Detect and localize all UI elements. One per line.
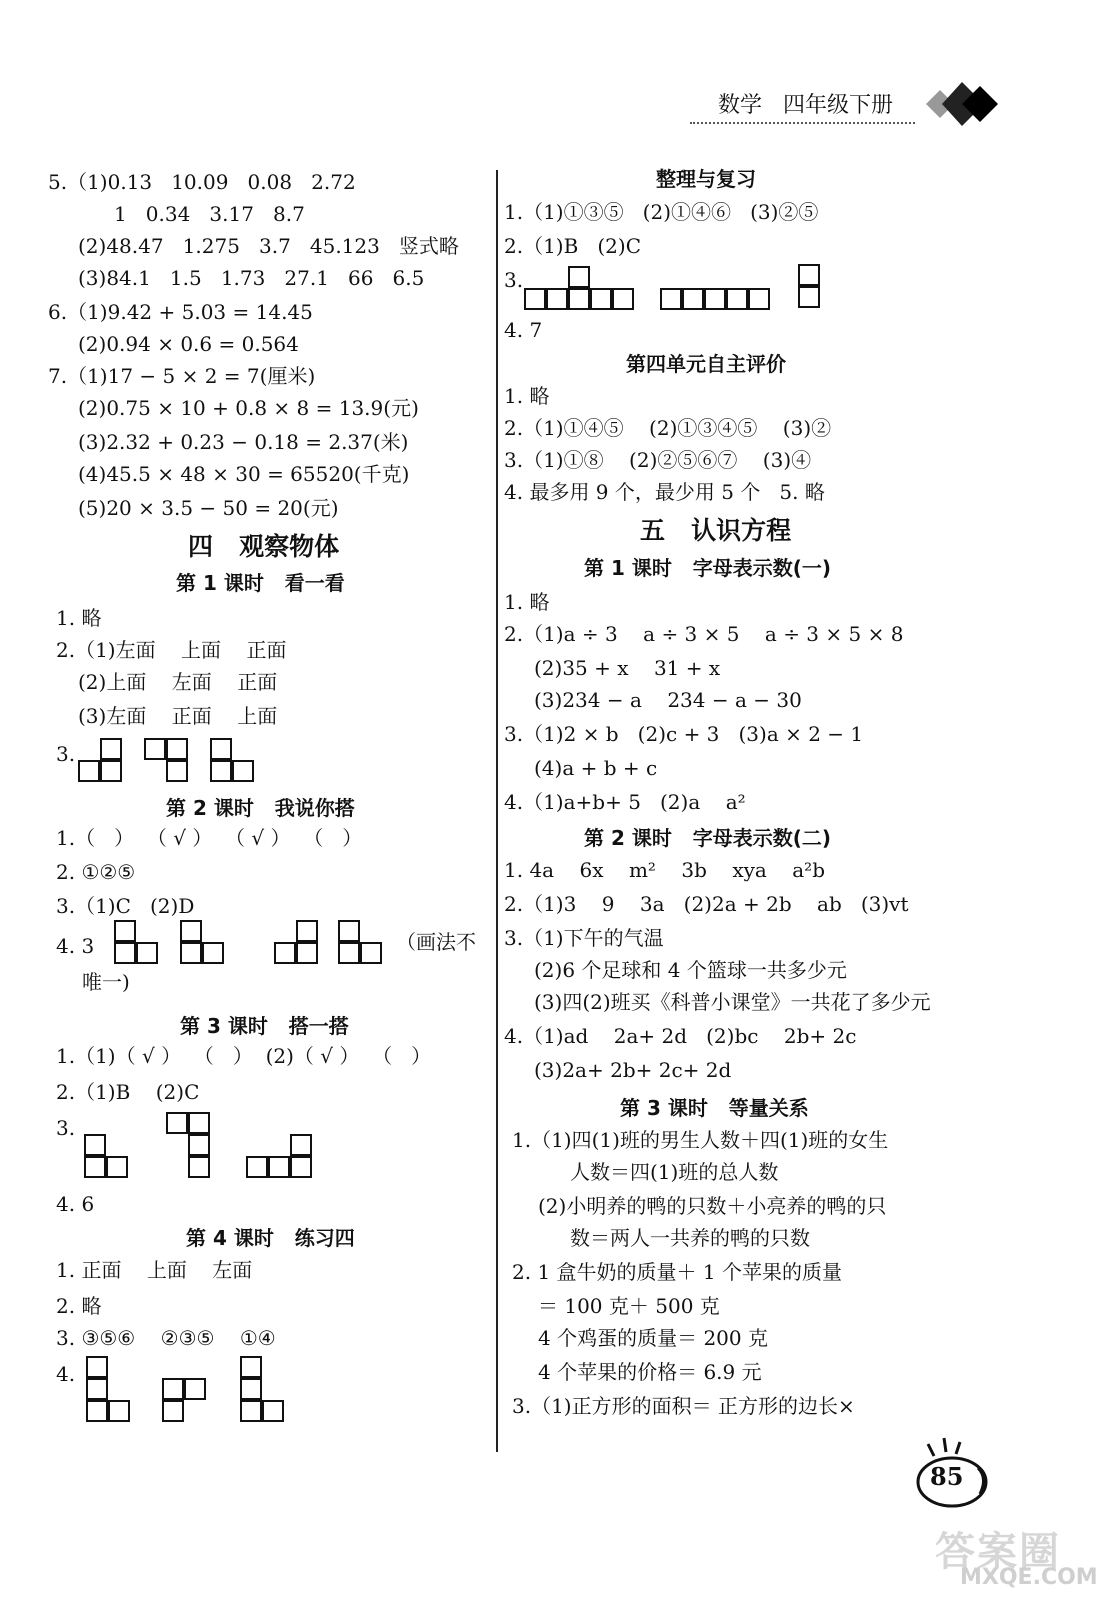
answer-line: 4.（1)ad 2a+ 2d (2)bc 2b+ 2c [504,1024,857,1048]
unit-title: 五 认识方程 [640,516,792,545]
diamond-decoration-icon [922,74,1000,134]
answer-line: (3)84.1 1.5 1.73 27.1 66 6.5 [78,266,425,290]
answer-line: (2)小明养的鸭的只数＋小亮养的鸭的只 [538,1194,887,1218]
answer-line: 7.（1)17 − 5 × 2 = 7(厘米) [48,364,316,388]
answer-line: 4. [56,1362,76,1386]
answer-line: 3.（1)①⑧ (2)②⑤⑥⑦ (3)④ [504,448,812,472]
answer-line: (2)上面 左面 正面 [78,670,278,694]
answer-line: 1.（1)（ √ ） （ ） (2)（ √ ） （ ） [56,1044,432,1068]
answer-note: 唯一) [82,970,130,994]
answer-line: (3)2a+ 2b+ 2c+ 2d [534,1058,732,1082]
answer-line: 3. ③⑤⑥ ②③⑤ ①④ [56,1326,276,1350]
answer-line: (2)35 + x 31 + x [534,656,721,680]
answer-line: (2)0.94 × 0.6 = 0.564 [78,332,299,356]
answer-line: 1.（ ） （ √ ） （ √ ） （ ） [56,826,363,850]
answer-line: 1. 4a 6x m² 3b xya a²b [504,858,825,882]
answer-line: 1. 略 [504,384,550,408]
watermark-logo: 答案圈 [935,1529,1061,1575]
answer-line: 3. [56,1116,76,1140]
answer-line: 3. [504,268,524,292]
answer-line: 3.（1)下午的气温 [504,926,664,950]
answer-line: 2.（1)B (2)C [504,234,642,258]
answer-line: 4 个鸡蛋的质量＝ 200 克 [538,1326,768,1350]
answer-line: 2.（1)a ÷ 3 a ÷ 3 × 5 a ÷ 3 × 5 × 8 [504,622,904,646]
column-divider [496,170,498,1452]
unit-title: 四 观察物体 [188,532,340,561]
answer-line: 6.（1)9.42 + 5.03 = 14.45 [48,300,313,324]
watermark-site: MXQE.COM [960,1565,1098,1590]
answer-line: (3)234 − a 234 − a − 30 [534,688,802,712]
header-grade: 四年级下册 [783,93,894,118]
answer-line: 2. ①②⑤ [56,860,136,884]
answer-line: 2.（1)B (2)C [56,1080,200,1104]
answer-note: （画法不 [396,930,476,954]
answer-line: 2.（1)①④⑤ (2)①③④⑤ (3)② [504,416,832,440]
section-title: 第四单元自主评价 [626,352,786,376]
answer-line: 3.（1)2 × b (2)c + 3 (3)a × 2 − 1 [504,722,864,746]
answer-line: 1. 略 [56,606,102,630]
answer-line: 数＝两人一共养的鸭的只数 [570,1226,810,1250]
lesson-title: 第 2 课时 字母表示数(二) [584,826,832,850]
page-number: 85 [930,1462,964,1491]
answer-line: 4. 最多用 9 个，最少用 5 个 5. 略 [504,480,825,504]
header-rule [690,122,915,124]
header-subject: 数学 [718,93,763,118]
lesson-title: 第 1 课时 看一看 [176,571,345,595]
answer-line: 2.（1)左面 上面 正面 [56,638,287,662]
answer-line: (2)0.75 × 10 + 0.8 × 8 = 13.9(元) [78,396,419,420]
answer-line: (5)20 × 3.5 − 50 = 20(元) [78,496,339,520]
answer-line: 2. 略 [56,1294,102,1318]
answer-line: ＝ 100 克＋ 500 克 [538,1294,720,1318]
answer-line: 3.（1)C (2)D [56,894,195,918]
answer-line: 1. 正面 上面 左面 [56,1258,253,1282]
lesson-title: 第 3 课时 搭一搭 [180,1014,349,1038]
answer-line: (3)四(2)班买《科普小课堂》一共花了多少元 [534,990,931,1014]
answer-line: 4 个苹果的价格＝ 6.9 元 [538,1360,762,1384]
answer-line: 4. 7 [504,318,543,342]
answer-line: 1.（1)①③⑤ (2)①④⑥ (3)②⑤ [504,200,819,224]
answer-line: (2)48.47 1.275 3.7 45.123 竖式略 [78,234,459,258]
answer-line: 4. 3 [56,934,95,958]
page-header [718,88,893,119]
answer-line: (3)左面 正面 上面 [78,704,278,728]
section-title: 整理与复习 [656,167,756,191]
answer-line: 人数＝四(1)班的总人数 [570,1160,779,1184]
answer-line: 3. [56,742,76,766]
lesson-title: 第 3 课时 等量关系 [620,1096,809,1120]
answer-line: (4)a + b + c [534,756,658,780]
lesson-title: 第 2 课时 我说你搭 [166,796,355,820]
answer-line: (4)45.5 × 48 × 30 = 65520(千克) [78,462,410,486]
lesson-title: 第 4 课时 练习四 [186,1226,355,1250]
answer-line: 2.（1)3 9 3a (2)2a + 2b ab (3)vt [504,892,909,916]
answer-line: (3)2.32 + 0.23 − 0.18 = 2.37(米) [78,430,409,454]
answer-line: 4.（1)a+b+ 5 (2)a a² [504,790,746,814]
answer-line: 1.（1)四(1)班的男生人数＋四(1)班的女生 [512,1128,889,1152]
answer-line: 5.（1)0.13 10.09 0.08 2.72 [48,170,356,194]
answer-line: (2)6 个足球和 4 个篮球一共多少元 [534,958,847,982]
lesson-title: 第 1 课时 字母表示数(一) [584,556,832,580]
answer-line: 3.（1)正方形的面积＝ 正方形的边长× [512,1394,855,1418]
answer-line: 1 0.34 3.17 8.7 [114,202,305,226]
answer-line: 1. 略 [504,590,550,614]
answer-line: 2. 1 盒牛奶的质量＋ 1 个苹果的质量 [512,1260,842,1284]
answer-line: 4. 6 [56,1192,95,1216]
